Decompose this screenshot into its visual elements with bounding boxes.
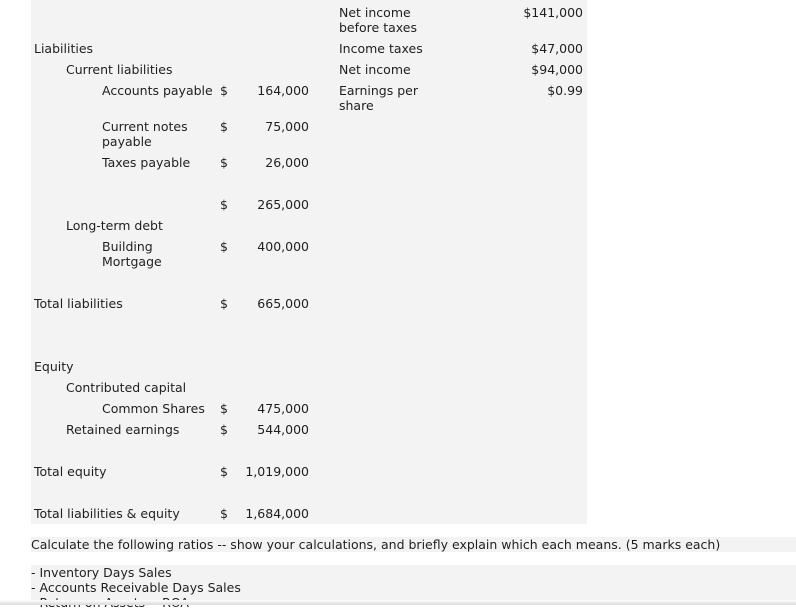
retained-earnings-value: 544,000 xyxy=(257,422,309,437)
total-equity-value: 1,019,000 xyxy=(245,464,309,479)
net-income-label: Net income xyxy=(339,62,411,77)
current-liabilities-subtotal: 265,000 xyxy=(257,197,309,212)
contributed-capital-heading: Contributed capital xyxy=(66,380,187,395)
income-taxes-label: Income taxes xyxy=(339,41,423,56)
accounts-payable-label: Accounts payable xyxy=(102,83,213,98)
currency-symbol: $ xyxy=(220,83,228,98)
currency-symbol: $ xyxy=(220,506,228,521)
building-mortgage-value: 400,000 xyxy=(257,239,309,254)
total-liabilities-label: Total liabilities xyxy=(34,296,123,311)
net-income-before-taxes-value: $141,000 xyxy=(523,5,583,20)
financial-statements-table xyxy=(31,0,587,524)
question-prompt: Calculate the following ratios -- show your calculations, and briefly explain which each means. (5 marks each) xyxy=(31,537,721,552)
current-notes-payable-label: Current notes payable xyxy=(102,119,188,149)
list-item: - Inventory Days Sales xyxy=(31,565,172,580)
liabilities-heading: Liabilities xyxy=(34,41,94,56)
total-liabilities-equity-value: 1,684,000 xyxy=(245,506,309,521)
accounts-payable-value: 164,000 xyxy=(257,83,309,98)
total-liabilities-equity-label: Total liabilities & equity xyxy=(34,506,180,521)
eps-value: $0.99 xyxy=(547,83,583,98)
net-income-value: $94,000 xyxy=(531,62,583,77)
currency-symbol: $ xyxy=(220,239,228,254)
current-notes-payable-value: 75,000 xyxy=(265,119,309,134)
currency-symbol: $ xyxy=(220,422,228,437)
equity-heading: Equity xyxy=(34,359,74,374)
list-item: - Accounts Receivable Days Sales xyxy=(31,580,241,595)
current-liabilities-heading: Current liabilities xyxy=(66,62,173,77)
taxes-payable-label: Taxes payable xyxy=(102,155,191,170)
total-liabilities-value: 665,000 xyxy=(257,296,309,311)
net-income-before-taxes-label: Net income before taxes xyxy=(339,5,417,35)
ratio-list xyxy=(31,565,796,605)
retained-earnings-label: Retained earnings xyxy=(66,422,180,437)
common-shares-label: Common Shares xyxy=(102,401,205,416)
total-equity-label: Total equity xyxy=(34,464,107,479)
taxes-payable-value: 26,000 xyxy=(265,155,309,170)
currency-symbol: $ xyxy=(220,296,228,311)
long-term-debt-heading: Long-term debt xyxy=(66,218,163,233)
currency-symbol: $ xyxy=(220,155,228,170)
currency-symbol: $ xyxy=(220,197,228,212)
bottom-edge-shadow xyxy=(0,600,796,605)
building-mortgage-label: Building Mortgage xyxy=(102,239,162,269)
currency-symbol: $ xyxy=(220,401,228,416)
income-taxes-value: $47,000 xyxy=(531,41,583,56)
question-prompt-row xyxy=(31,537,796,552)
eps-label: Earnings per share xyxy=(339,83,418,113)
currency-symbol: $ xyxy=(220,464,228,479)
common-shares-value: 475,000 xyxy=(257,401,309,416)
currency-symbol: $ xyxy=(220,119,228,134)
